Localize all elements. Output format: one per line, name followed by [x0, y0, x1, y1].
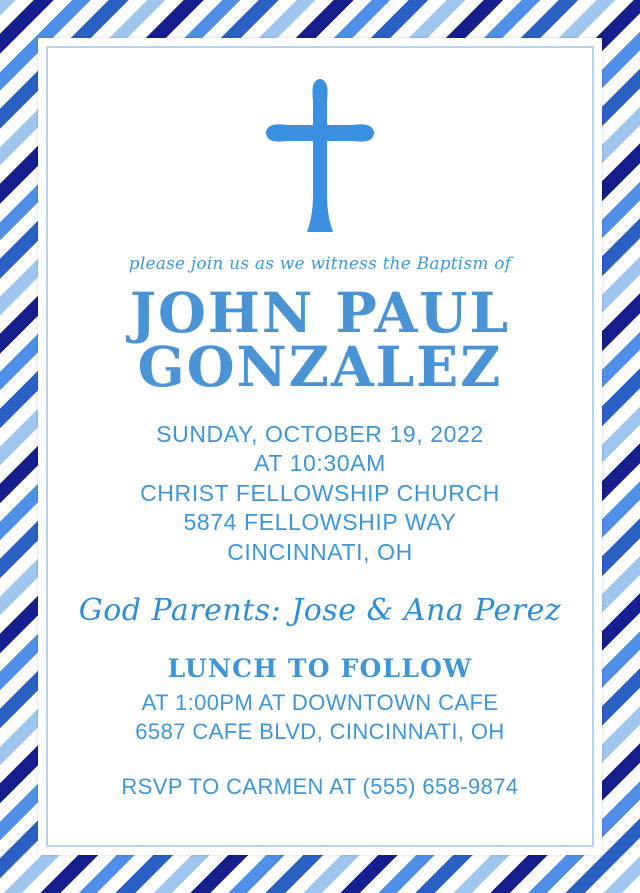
reception-details — [135, 689, 504, 746]
honoree-first-name: JOHN PAUL — [130, 280, 510, 345]
event-details — [140, 420, 500, 567]
event-detail-line: CHRIST FELLOWSHIP CHURCH — [140, 479, 500, 506]
reception-detail-line: AT 1:00PM AT DOWNTOWN CAFE — [141, 689, 499, 715]
reception-heading: LUNCH TO FOLLOW — [167, 653, 473, 683]
event-detail-line: SUNDAY, OCTOBER 19, 2022 — [156, 420, 484, 447]
event-detail-line: AT 10:30AM — [254, 450, 386, 477]
honoree-name — [130, 280, 510, 399]
cross-icon — [260, 76, 380, 236]
intro-script-text: please join us as we witness the Baptism of — [128, 254, 512, 274]
event-detail-line: CINCINNATI, OH — [227, 538, 413, 565]
reception-detail-line: 6587 CAFE BLVD, CINCINNATI, OH — [135, 718, 505, 744]
invitation-card — [52, 52, 588, 841]
event-detail-line: 5874 FELLOWSHIP WAY — [183, 509, 457, 536]
godparents-text: God Parents: Jose & Ana Perez — [78, 592, 562, 628]
honoree-last-name: GONZALEZ — [137, 333, 503, 399]
rsvp-text: RSVP TO CARMEN AT (555) 658-9874 — [121, 774, 519, 800]
